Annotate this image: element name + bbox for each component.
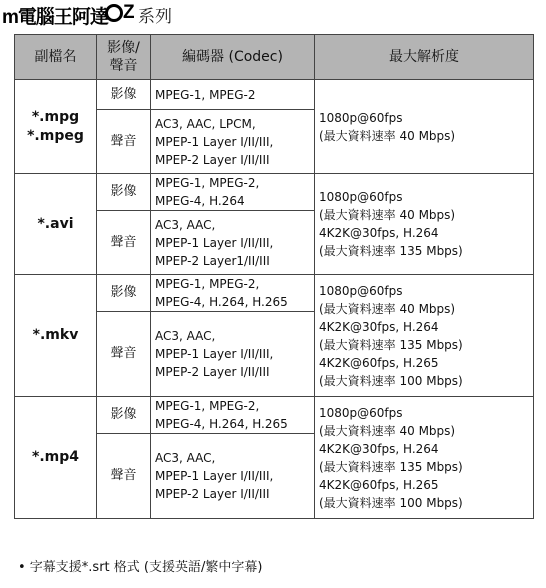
audio-label: 聲音 — [97, 110, 151, 174]
resolution-line: (最大資料速率 40 Mbps) — [319, 423, 456, 438]
resolution-line: (最大資料速率 100 Mbps) — [319, 373, 463, 388]
table-row — [15, 397, 534, 434]
video-codec-cell — [151, 397, 315, 434]
audio-codec-line: AC3, AAC, — [155, 329, 216, 343]
audio-codec-line: MPEP-1 Layer I/II/III, — [155, 469, 274, 483]
resolution-line: (最大資料速率 40 Mbps) — [319, 208, 456, 222]
subtitle-footnote: • 字幕支援*.srt 格式 (支援英語/繁中字幕) — [18, 560, 263, 575]
audio-codec-cell — [151, 434, 315, 519]
header-type — [97, 35, 151, 80]
video-codec-line: MPEG-1, MPEG-2, — [155, 277, 260, 291]
video-codec-line: MPEG-1, MPEG-2, — [155, 399, 260, 413]
resolution-line: 1080p@60fps — [319, 405, 403, 420]
audio-codec-line: MPEP-2 Layer1/II/III — [155, 253, 270, 268]
extension-name: *.mp4 — [32, 449, 79, 465]
audio-codec-line: MPEP-2 Layer I/II/III — [155, 487, 270, 501]
logo-letter: Z — [123, 2, 134, 23]
resolution-line: (最大資料速率 40 Mbps) — [319, 301, 456, 316]
table-row — [15, 80, 534, 110]
resolution-line: 4K2K@60fps, H.265 — [319, 355, 439, 370]
resolution-line: 1080p@60fps — [319, 190, 403, 204]
resolution-cell — [315, 275, 534, 397]
header-type-line-2: 聲音 — [109, 58, 138, 74]
table-header-row — [15, 35, 534, 80]
header-resolution: 最大解析度 — [315, 35, 534, 80]
resolution-line: 4K2K@30fps, H.264 — [319, 319, 439, 334]
logo-text: m電腦王阿達 — [2, 7, 108, 26]
table-body — [15, 80, 534, 519]
resolution-line: (最大資料速率 135 Mbps) — [319, 244, 463, 258]
video-codec-line: MPEG-1, MPEG-2 — [155, 87, 256, 102]
extension-name: *.mpg — [31, 108, 80, 125]
audio-codec-line: AC3, AAC, LPCM, — [155, 116, 256, 131]
header-extension: 副檔名 — [15, 35, 97, 80]
audio-codec-line: AC3, AAC, — [155, 451, 216, 465]
audio-codec-line: MPEP-1 Layer I/II/III, — [155, 235, 274, 250]
video-label: 影像 — [97, 275, 151, 312]
table-row — [15, 275, 534, 312]
audio-label: 聲音 — [97, 211, 151, 275]
resolution-line: 1080p@60fps — [319, 110, 403, 125]
video-codec-cell — [151, 80, 315, 110]
audio-label: 聲音 — [97, 434, 151, 519]
resolution-line: 4K2K@60fps, H.265 — [319, 477, 439, 492]
resolution-line: 4K2K@30fps, H.264 — [319, 441, 439, 456]
logo-ring-icon — [105, 4, 123, 22]
extension-cell — [15, 80, 97, 174]
extension-name: *.avi — [37, 215, 74, 232]
resolution-line: 4K2K@30fps, H.264 — [319, 226, 439, 240]
format-support-table — [14, 34, 534, 519]
audio-codec-line: MPEP-1 Layer I/II/III, — [155, 134, 274, 149]
table-row — [15, 174, 534, 211]
resolution-line: 1080p@60fps — [319, 283, 403, 298]
audio-codec-line: MPEP-2 Layer I/II/III — [155, 365, 270, 379]
extension-cell — [15, 397, 97, 519]
video-codec-line: MPEG-4, H.264, H.265 — [155, 417, 288, 431]
extension-cell — [15, 275, 97, 397]
video-label: 影像 — [97, 397, 151, 434]
audio-label: 聲音 — [97, 312, 151, 397]
video-label: 影像 — [97, 80, 151, 110]
header-codec: 編碼器 (Codec) — [151, 35, 315, 80]
audio-codec-line: MPEP-1 Layer I/II/III, — [155, 347, 274, 361]
audio-codec-line: AC3, AAC, — [155, 217, 216, 232]
resolution-cell — [315, 397, 534, 519]
watermark-logo — [2, 2, 134, 26]
resolution-cell — [315, 80, 534, 174]
series-label: 系列 — [138, 6, 172, 27]
audio-codec-cell — [151, 211, 315, 275]
header-type-line-1: 影像/ — [107, 40, 140, 56]
resolution-line: (最大資料速率 40 Mbps) — [319, 128, 456, 143]
extension-name: *.mpeg — [27, 127, 84, 144]
resolution-cell — [315, 174, 534, 275]
resolution-line: (最大資料速率 135 Mbps) — [319, 337, 463, 352]
video-codec-line: MPEG-4, H.264, H.265 — [155, 295, 288, 309]
video-label: 影像 — [97, 174, 151, 211]
video-codec-line: MPEG-1, MPEG-2, — [155, 176, 260, 190]
audio-codec-cell — [151, 110, 315, 174]
resolution-line: (最大資料速率 100 Mbps) — [319, 495, 463, 510]
video-codec-cell — [151, 275, 315, 312]
audio-codec-cell — [151, 312, 315, 397]
extension-cell — [15, 174, 97, 275]
resolution-line: (最大資料速率 135 Mbps) — [319, 459, 463, 474]
title-bar — [2, 0, 542, 28]
audio-codec-line: MPEP-2 Layer I/II/III — [155, 152, 270, 167]
video-codec-cell — [151, 174, 315, 211]
video-codec-line: MPEG-4, H.264 — [155, 194, 245, 208]
extension-name: *.mkv — [32, 327, 79, 343]
